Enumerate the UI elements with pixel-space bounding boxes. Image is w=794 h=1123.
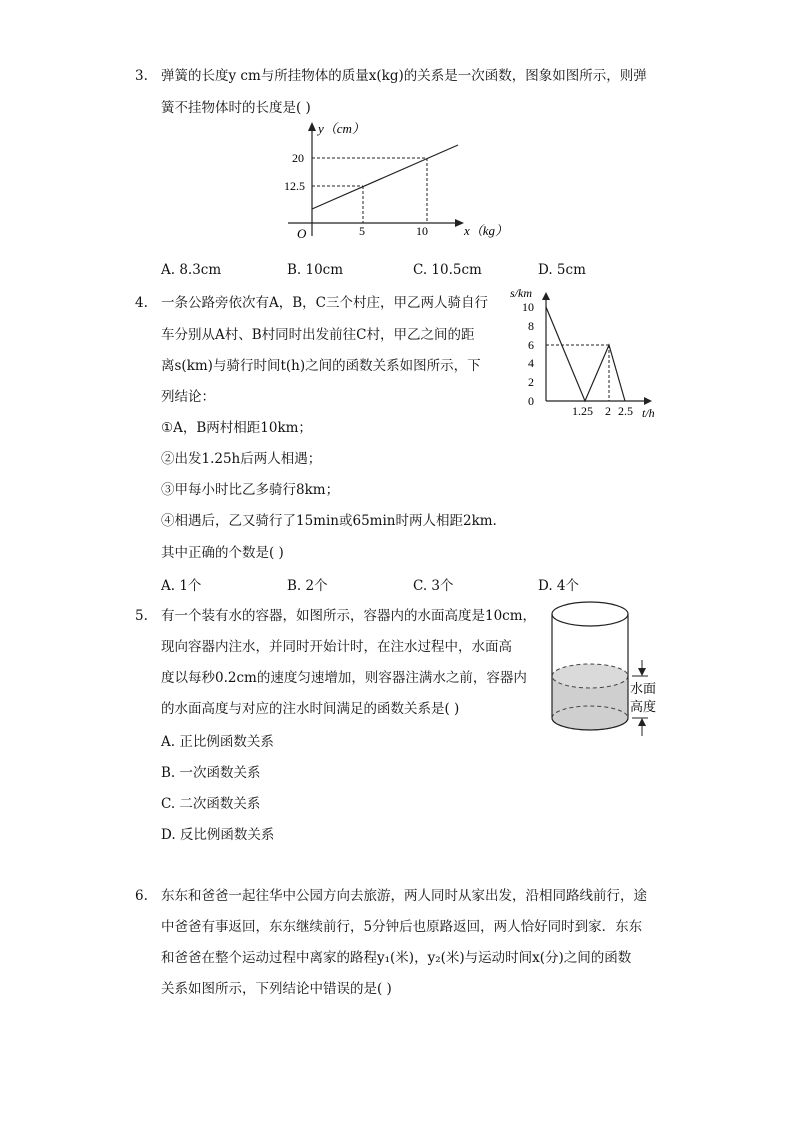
q4-x-arrow-icon: [644, 397, 652, 405]
q5-arrow-down-icon: [638, 668, 646, 676]
q3-x-axis-label: x（kg）: [464, 223, 509, 238]
q3-option-d[interactable]: D. 5cm: [538, 262, 586, 278]
q5-text-line2: 现向容器内注水，并同时开始计时，在注水过程中，水面高: [161, 639, 512, 655]
q5-container-figure: [548, 596, 664, 742]
q4-ask: 其中正确的个数是( ): [161, 545, 284, 561]
q3-option-c[interactable]: C. 10.5cm: [413, 262, 482, 278]
q4-graph: [508, 284, 668, 420]
q5-water-surface: [552, 664, 628, 688]
q4-conclusion-4: ④相遇后，乙又骑行了15min或65min时两人相距2km.: [161, 513, 497, 529]
q4-option-a[interactable]: A. 1个: [161, 578, 202, 594]
q4-text-line2: 车分别从A村、B村同时出发前往C村，甲乙之间的距: [161, 327, 475, 343]
q4-function-line: [546, 307, 625, 401]
q5-text-line4: 的水面高度与对应的注水时间满足的函数关系是( ): [161, 701, 460, 717]
q3-xtick-10: 10: [416, 224, 428, 238]
q3-function-line: [312, 145, 458, 209]
q4-option-d[interactable]: D. 4个: [538, 578, 580, 594]
q3-graph: [280, 116, 520, 246]
q5-label-line1: 水面: [630, 681, 657, 696]
q6-text-line3: 和爸爸在整个运动过程中离家的路程y₁(米)，y₂(米)与运动时间x(分)之间的函数: [161, 950, 632, 966]
q3-x-arrow-icon: [455, 219, 464, 227]
q5-text-line1: 有一个装有水的容器，如图所示，容器内的水面高度是10cm，: [161, 608, 537, 624]
q4-text-line3: 离s(km)与骑行时间t(h)之间的函数关系如图所示，下: [161, 358, 481, 374]
q3-y-axis-label: y（cm）: [318, 121, 365, 136]
q5-option-c[interactable]: C. 二次函数关系: [161, 796, 261, 812]
q4-x-axis-label: t/h: [642, 406, 655, 420]
q3-ytick-12-5: 12.5: [284, 179, 305, 193]
q3-text-line2: 簧不挂物体时的长度是( ): [161, 100, 311, 116]
q4-xtick-2: 2: [605, 404, 611, 418]
q4-option-c[interactable]: C. 3个: [413, 578, 454, 594]
q3-y-arrow-icon: [308, 122, 316, 131]
q5-option-d[interactable]: D. 反比例函数关系: [161, 827, 275, 843]
q3-origin-label: O: [297, 226, 307, 241]
q6-number: 6.: [135, 888, 148, 904]
q4-ytick-8: 8: [528, 319, 534, 333]
q3-text-line1: 弹簧的长度y cm与所挂物体的质量x(kg)的关系是一次函数，图象如图所示，则弹: [161, 68, 647, 84]
q4-conclusion-1: ①A，B两村相距10km；: [161, 420, 312, 436]
q4-y-arrow-icon: [542, 292, 550, 300]
q5-option-a[interactable]: A. 正比例函数关系: [161, 734, 274, 750]
q4-ytick-0: 0: [528, 394, 534, 408]
q6-text-line4: 关系如图所示，下列结论中错误的是( ): [161, 981, 392, 997]
q3-option-a[interactable]: A. 8.3cm: [161, 262, 222, 278]
q6-text-line2: 中爸爸有事返回，东东继续前行，5分钟后也原路返回，两人恰好同时到家．东东: [161, 919, 643, 935]
q5-option-b[interactable]: B. 一次函数关系: [161, 765, 261, 781]
q4-text-line4: 列结论：: [161, 389, 215, 405]
q4-ytick-6: 6: [528, 338, 534, 352]
q3-number: 3.: [135, 68, 148, 84]
q4-conclusion-3: ③甲每小时比乙多骑行8km；: [161, 482, 340, 498]
q4-ytick-10: 10: [522, 300, 534, 314]
q5-arrow-up-icon: [638, 718, 646, 726]
q3-ytick-20: 20: [292, 151, 304, 165]
q5-text-line3: 度以每秒0.2cm的速度匀速增加，则容器注满水之前，容器内: [161, 670, 527, 686]
q4-xtick-1-25: 1.25: [572, 404, 593, 418]
q3-option-b[interactable]: B. 10cm: [287, 262, 344, 278]
q4-text-line1: 一条公路旁依次有A，B，C三个村庄，甲乙两人骑自行: [161, 295, 488, 311]
q5-label-line2: 高度: [630, 699, 657, 714]
q4-number: 4.: [135, 295, 148, 311]
q3-xtick-5: 5: [359, 224, 365, 238]
q4-option-b[interactable]: B. 2个: [287, 578, 328, 594]
q5-top-rim: [552, 602, 628, 626]
q4-y-axis-label: s/km: [510, 286, 532, 300]
q4-conclusion-2: ②出发1.25h后两人相遇；: [161, 451, 322, 467]
q4-ytick-4: 4: [528, 356, 534, 370]
q4-ytick-2: 2: [528, 375, 534, 389]
q5-number: 5.: [135, 608, 148, 624]
q6-text-line1: 东东和爸爸一起往华中公园方向去旅游，两人同时从家出发，沿相同路线前行，途: [161, 888, 647, 904]
q4-xtick-2-5: 2.5: [618, 404, 633, 418]
